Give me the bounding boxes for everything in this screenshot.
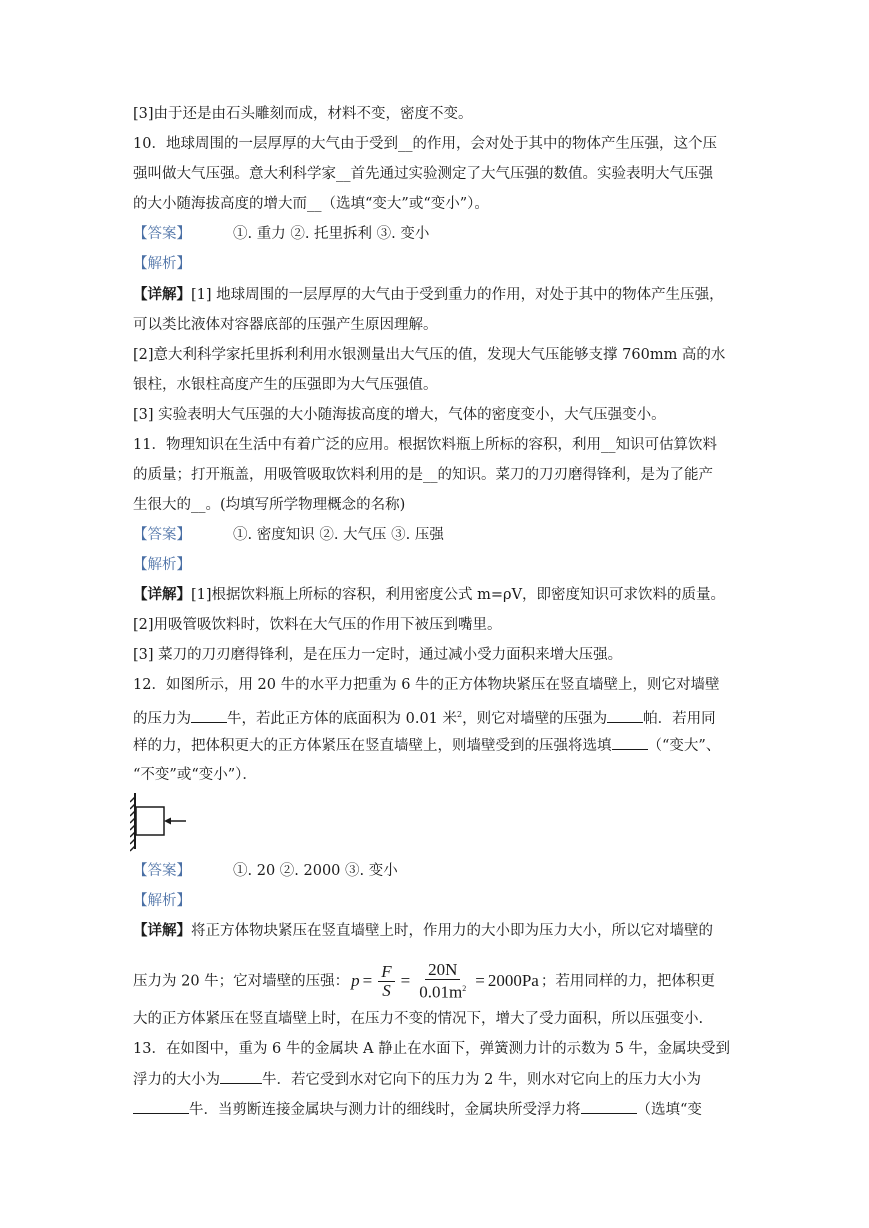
answer-blank <box>191 708 227 723</box>
answer-row <box>133 525 739 545</box>
pressure-formula: p = $\frac{F}{S}$ = $\frac{20N}{0.01m^2}$ = 2000Pa <box>351 960 539 1002</box>
detail-line: 银柱，水银柱高度产生的压强即为大气压强值。 <box>133 377 438 393</box>
detail-line-with-formula: 压力为 20 牛；它对墙壁的压强： p = $\frac{F}{S}$ = $\frac{20N}{0.01m^2}$ = 2000Pa ；若用同样的力，把体积更 <box>133 960 715 1002</box>
detail-tag: 【详解】 <box>133 286 191 303</box>
analysis-tag: 【解析】 <box>133 256 191 272</box>
question-13-line-2: 浮力的大小为 牛．若它受到水对它向下的压力为 2 牛，则水对它向上的压力大小为 <box>133 1069 739 1089</box>
answer-blank <box>220 1069 262 1084</box>
wall-block-force-diagram <box>130 793 190 853</box>
answer-text: ①. 20 ②. 2000 ③. 变小 <box>233 863 398 879</box>
answer-blank <box>581 1099 637 1114</box>
detail-line: [2]用吸管吸饮料时，饮料在大气压的作用下被压到嘴里。 <box>133 617 502 633</box>
detail-line: 【详解】将正方体物块紧压在竖直墙壁上时，作用力的大小即为压力大小，所以它对墙壁的 <box>133 922 713 939</box>
answer-row <box>133 861 739 881</box>
detail-tag: 【详解】 <box>133 586 191 603</box>
answer-tag: 【答案】 <box>133 527 191 543</box>
detail-tag: 【详解】 <box>133 922 191 939</box>
question-11-line-1: 11．物理知识在生活中有着广泛的应用。根据饮料瓶上所标的容积，利用__知识可估算饮料 <box>133 437 717 453</box>
text-line: [3]由于还是由石头雕刻而成，材料不变，密度不变。 <box>133 106 473 122</box>
detail-line: 【详解】[1] 地球周围的一层厚厚的大气由于受到重力的作用，对处于其中的物体产生压强， <box>133 286 724 303</box>
question-12-line-4: “不变”或“变小”）． <box>133 767 257 783</box>
answer-text: ①. 重力 ②. 托里拆利 ③. 变小 <box>233 226 430 242</box>
question-12-line-3: 样的力，把体积更大的正方体紧压在竖直墙壁上，则墙壁受到的压强将选填 （“变大”、 <box>133 735 739 755</box>
question-13-line-1: 13．在如图中，重为 6 牛的金属块 A 静止在水面下，弹簧测力计的示数为 5 牛，金属块受到 <box>133 1041 731 1057</box>
question-10-line-3: 的大小随海拔高度的增大而__（选填“变大”或“变小”）。 <box>133 196 489 212</box>
question-12-line-1: 12．如图所示，用 20 牛的水平力把重为 6 牛的正方体物块紧压在竖直墙壁上，则它对墙壁 <box>133 677 720 693</box>
detail-line: [3] 菜刀的刀刃磨得锋利，是在压力一定时，通过减小受力面积来增大压强。 <box>133 647 623 663</box>
detail-line: 大的正方体紧压在竖直墙壁上时，在压力不变的情况下，增大了受力面积，所以压强变小. <box>133 1011 704 1027</box>
answer-blank <box>612 735 648 750</box>
answer-row <box>133 224 739 244</box>
question-10-line-1: 10．地球周围的一层厚厚的大气由于受到__的作用，会对处于其中的物体产生压强，这个压 <box>133 136 717 152</box>
analysis-tag: 【解析】 <box>133 893 191 909</box>
answer-text: ①. 密度知识 ②. 大气压 ③. 压强 <box>233 527 444 543</box>
answer-tag: 【答案】 <box>133 226 191 242</box>
question-12-line-2: 的压力为 牛，若此正方体的底面积为 0.01 米$^2$，则它对墙壁的压强为 帕．若用同 <box>133 705 739 725</box>
analysis-tag: 【解析】 <box>133 557 191 573</box>
detail-line: 【详解】[1]根据饮料瓶上所标的容积，利用密度公式 m=ρV，即密度知识可求饮料的质量。 <box>133 586 726 603</box>
answer-blank <box>133 1099 189 1114</box>
detail-line: [2]意大利科学家托里拆利利用水银测量出大气压的值，发现大气压能够支撑 760mm 高的水 <box>133 347 726 363</box>
answer-blank <box>607 708 643 723</box>
answer-tag: 【答案】 <box>133 863 191 879</box>
question-11-line-3: 生很大的__。(均填写所学物理概念的名称) <box>133 497 406 513</box>
detail-line: [3] 实验表明大气压强的大小随海拔高度的增大，气体的密度变小，大气压强变小。 <box>133 407 666 423</box>
question-13-line-3: 牛．当剪断连接金属块与测力计的细线时，金属块所受浮力将 （选填“变 <box>133 1099 739 1119</box>
detail-line: 可以类比液体对容器底部的压强产生原因理解。 <box>133 317 438 333</box>
question-10-line-2: 强叫做大气压强。意大利科学家__首先通过实验测定了大气压强的数值。实验表明大气压强 <box>133 166 713 182</box>
question-11-line-2: 的质量；打开瓶盖，用吸管吸取饮料利用的是__的知识。菜刀的刀刃磨得锋利，是为了能产 <box>133 467 713 483</box>
